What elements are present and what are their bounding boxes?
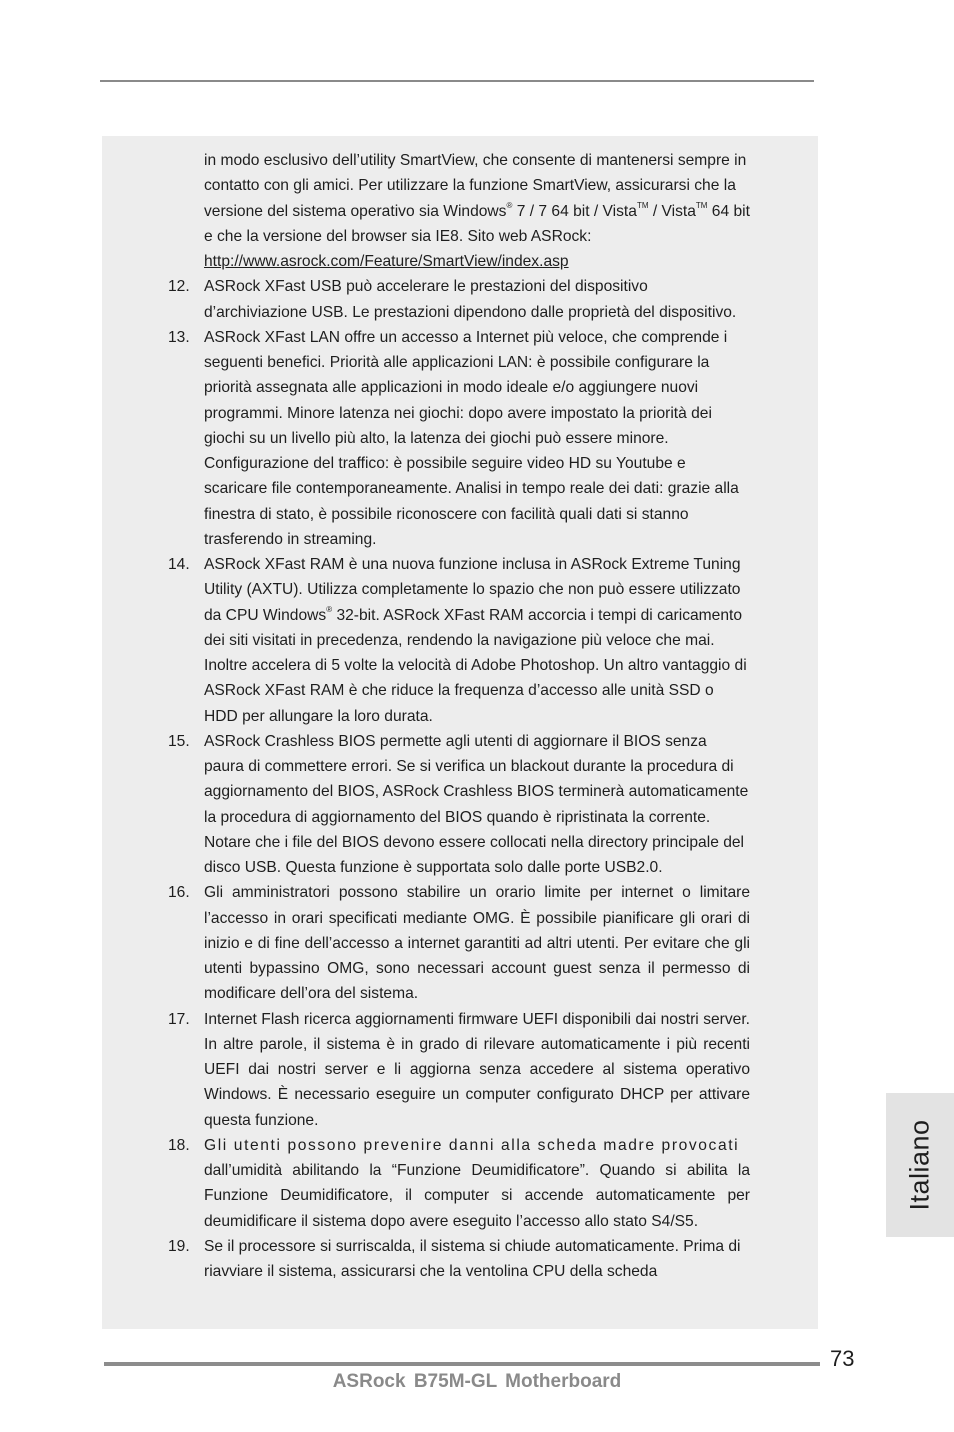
text-run: Gli amministratori possono stabilire un orario limite per internet o limitare l’accesso in orari specificati mediante OMG. È possibile pianificare gli orari di inizio e di fine dell’accesso a internet garantiti ad altri utenti. Per evitare che gli utenti bypassino OMG, sono necessari account guest senza il permesso di modificare dell’ora del sistema. [204,884,750,1003]
list-item [102,1234,750,1285]
trademark-mark: ® [326,605,333,615]
list-item [102,1007,750,1133]
list-item [102,325,750,552]
trademark-mark: TM [636,201,649,211]
list-item [102,880,750,1006]
feature-list [102,148,750,1284]
list-item [102,729,750,881]
item-text [204,1234,750,1285]
language-tab [886,1093,954,1237]
text-run: dall’umidità abilitando la “Funzione Deumidificatore”. Quando si abilita la Funzione Deumidificatore, il computer si accende automaticamente per deumidificare il sistema dopo avere eseguito l’accesso allo stato S4/S5. [204,1162,750,1230]
item-text [204,274,750,325]
text-run: ASRock XFast RAM è una nuova funzione inclusa in ASRock Extreme Tuning Utility (AXTU). Utilizza completamente lo spazio che non può essere utilizzato da CPU Windows [204,556,741,624]
item-number: 13. [168,328,190,346]
smartview-link[interactable]: http://www.asrock.com/Feature/SmartView/index.asp [204,253,569,270]
item-text [204,1133,750,1234]
text-run: 32-bit. ASRock XFast RAM accorcia i tempi di caricamento dei siti visitati in precedenza, rendendo la navigazione più veloce che mai. Inoltre accelera di 5 volte la velocità di Adobe Photoshop. Un altro vantaggio di ASRock XFast RAM è che riduce la frequenza d’accesso alle unità SSD o HDD per allungare la loro durata. [204,606,747,725]
item-text [204,552,750,729]
text-run: ASRock XFast USB può accelerare le prestazioni del dispositivo d’archiviazione USB. Le prestazioni dipendono dalle proprietà del dispositivo. [204,278,737,321]
item-text [204,1007,750,1133]
list-item [102,148,750,274]
text-run: Internet Flash ricerca aggiornamenti firmware UEFI disponibili dai nostri server. In altre parole, il sistema è in grado di rilevare automaticamente i più recenti UEFI dai nostri server e li aggiorna senza accedere al sistema operativo Windows. È necessario eseguire un computer configurato DHCP per attivare questa funzione. [204,1010,750,1129]
item-number: 17. [168,1010,190,1028]
text-run: ASRock Crashless BIOS permette agli utenti di aggiornare il BIOS senza paura di commettere errori. Se si verifica un blackout durante la procedura di aggiornamento del BIOS, ASRock Crashless BIOS terminerà automaticamente la procedura di aggiornamento del BIOS quando è ripristinata la corrente. Notare che i file del BIOS devono essere collocati nella directory principale del disco USB. Questa funzione è supportata solo dalle porte USB2.0. [204,732,749,876]
item-number: 15. [168,732,190,750]
text-run: Gli utenti possono prevenire danni alla scheda madre provocati [204,1136,740,1154]
trademark-mark: TM [695,201,708,211]
item-number: 14. [168,556,190,573]
list-item [102,552,750,729]
content-panel [102,136,818,1329]
footer-title: ASRock B75M-GL Motherboard [332,1371,622,1392]
list-item [102,274,750,325]
text-run: in modo esclusivo dell’utility SmartView, che consente di mantenersi sempre in contatto con gli amici. Per utilizzare la funzione SmartView, assicurarsi che la versione del sistema operativo sia Windows [204,152,747,220]
item-number: 16. [168,884,190,902]
trademark-mark: ® [506,201,513,211]
list-item [102,1133,750,1234]
item-text [204,148,750,274]
page-number: 73 [830,1346,855,1371]
item-text [204,729,750,881]
item-number: 18. [168,1136,190,1154]
item-number: 19. [168,1237,190,1255]
item-number: 12. [168,278,190,296]
text-run: Se il processore si surriscalda, il sistema si chiude automaticamente. Prima di riavviare il sistema, assicurarsi che la ventolina CPU della scheda [204,1237,741,1280]
bottom-rule [104,1362,820,1366]
item-text [204,880,750,1006]
item-text [204,325,750,552]
top-rule [100,80,814,82]
text-run: 64 bit e che la versione del browser sia IE8. Sito web ASRock: [204,202,750,245]
text-run: / Vista [648,202,696,220]
text-run: ASRock XFast LAN offre un accesso a Internet più veloce, che comprende i seguenti benefici. Priorità alle applicazioni LAN: è possibile configurare la priorità assegnata alle applicazioni in modo ideale e/o aggiungere nuovi programmi. Minore latenza nei giochi: dopo avere impostato la priorità dei giochi su un livello più alto, la latenza dei giochi può essere minore. Configurazione del traffico: è possibile seguire video HD su Youtube e scaricare file contemporaneamente. Analisi in tempo reale dei dati: grazie alla finestra di stato, è possibile riconoscere con facilità quali dati si stanno trasferendo in streaming. [204,328,739,548]
text-run: 7 / 7 64 bit / Vista [512,202,637,220]
language-tab-label: Italiano [904,1119,935,1211]
